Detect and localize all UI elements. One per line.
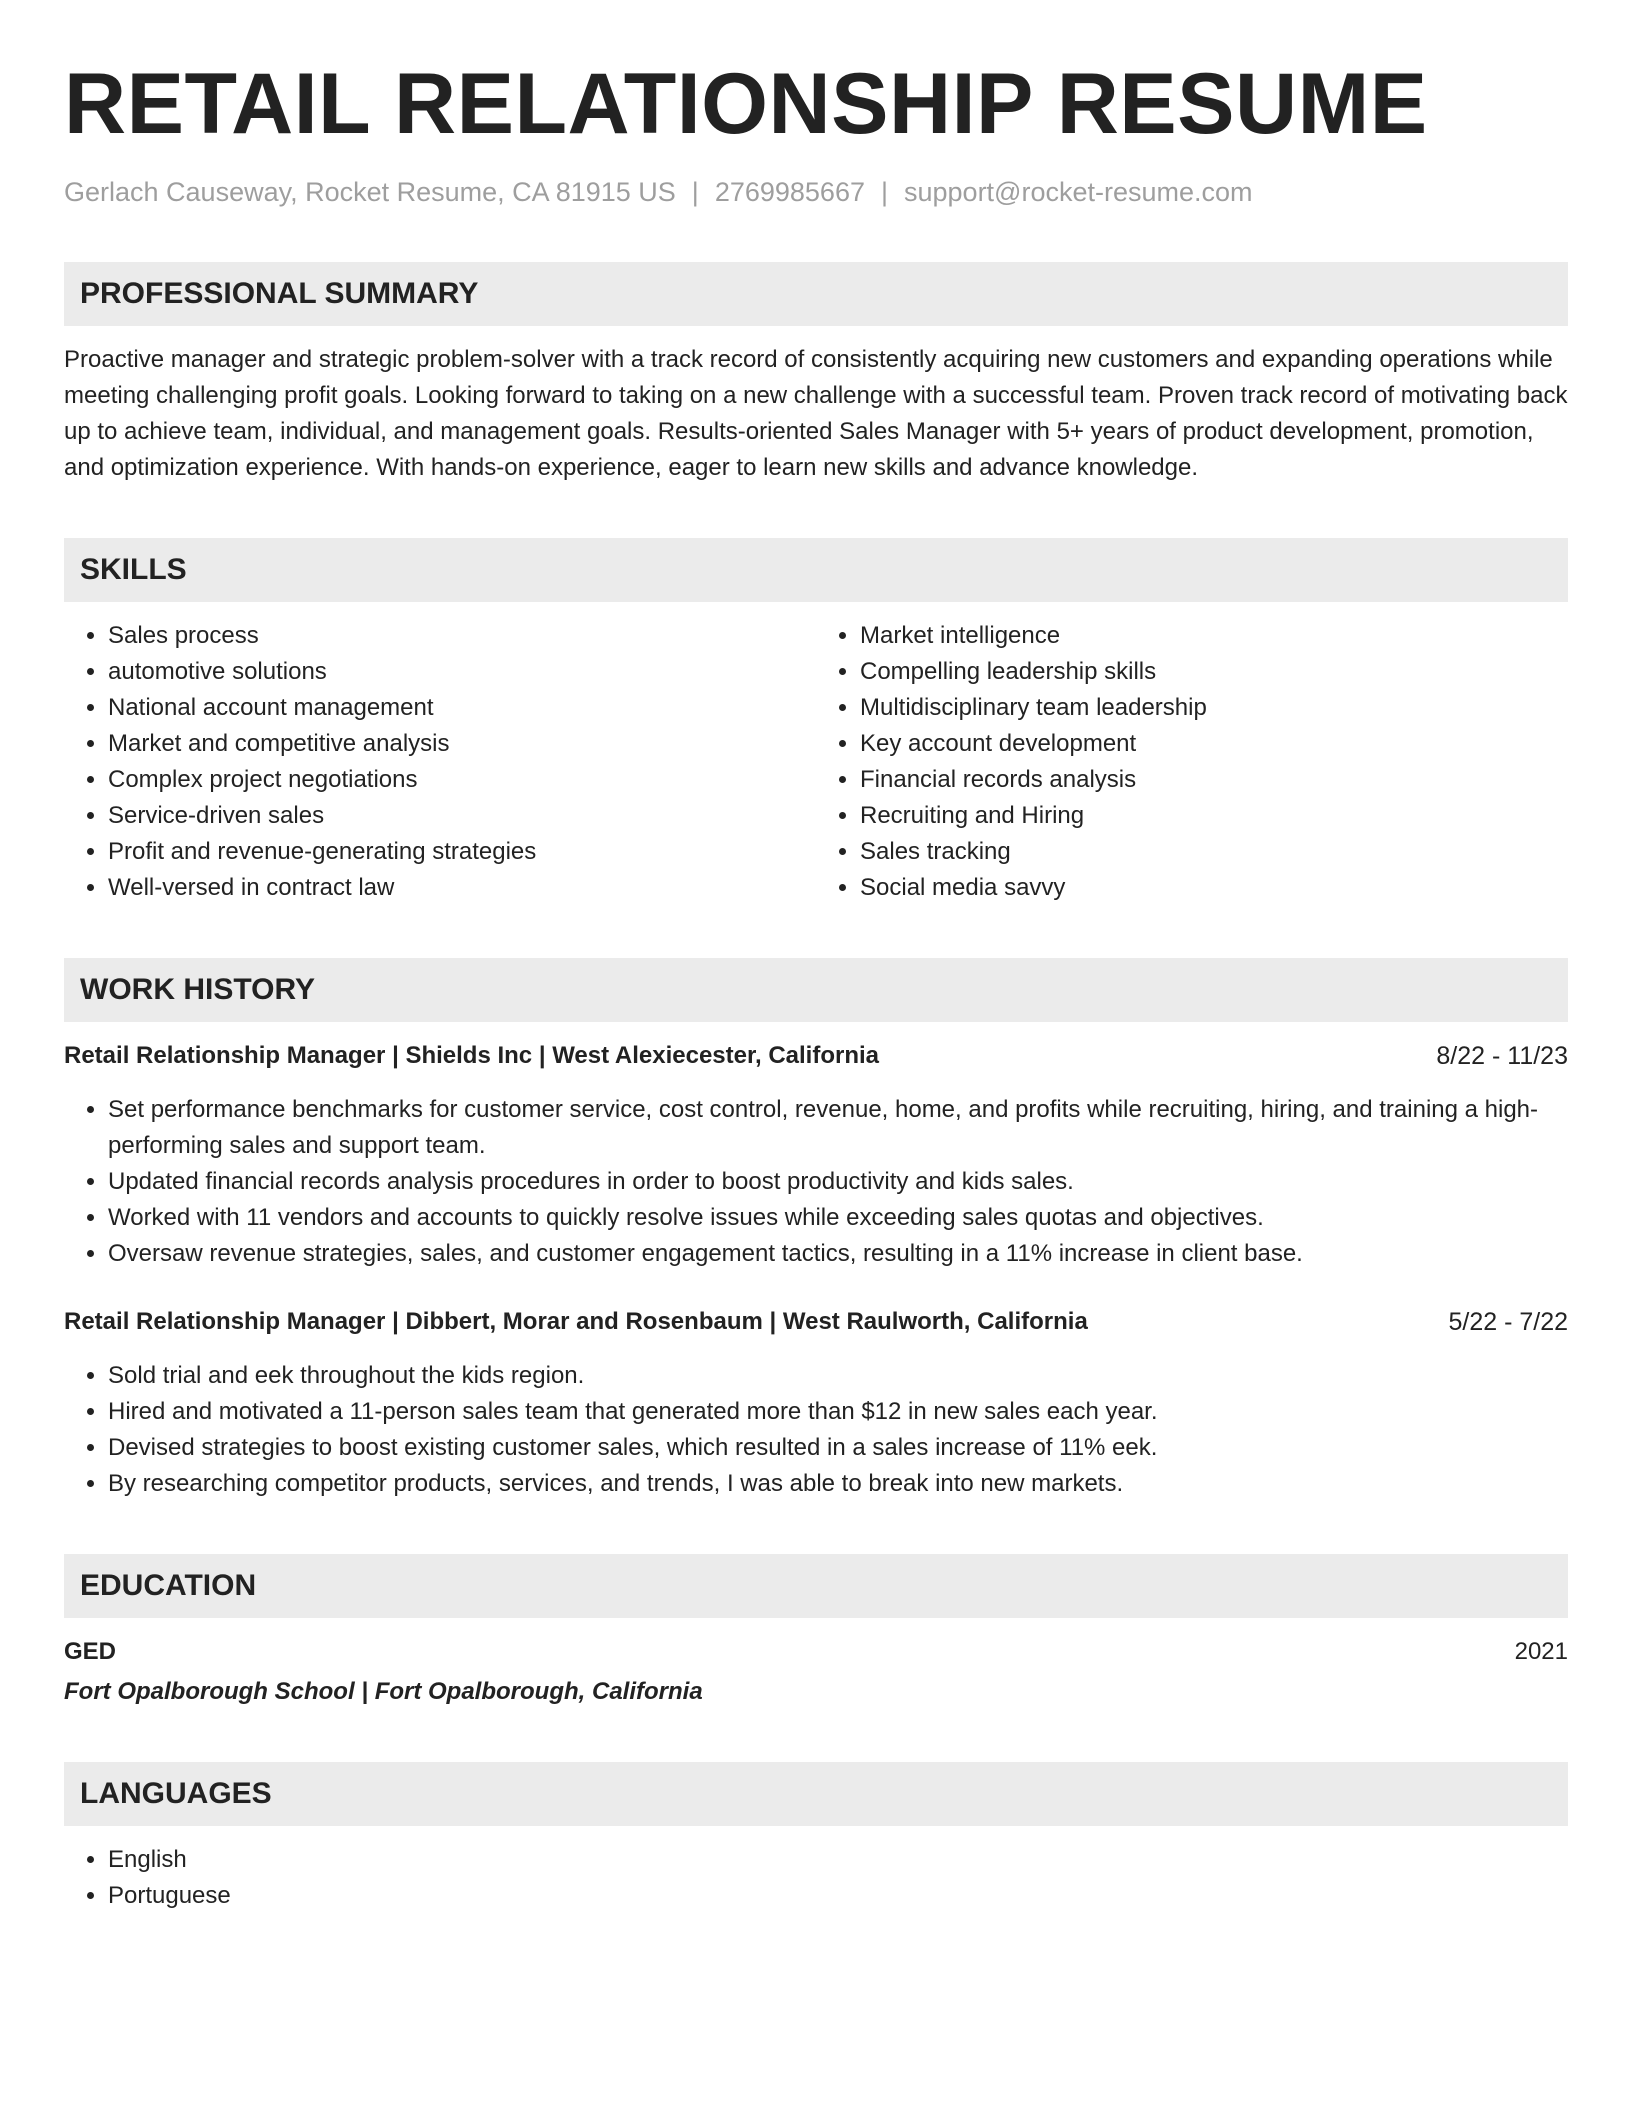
education-school: Fort Opalborough School | Fort Opalborough, California [64,1678,703,1705]
section-header-summary: PROFESSIONAL SUMMARY [64,262,1568,326]
list-item: • Hired and motivated a 11-person sales team that generated more than $12 in new sales each year. [108,1394,1568,1430]
list-item: • Service-driven sales [108,798,816,834]
skills-column-right [816,618,1568,906]
contact-address: Gerlach Causeway, Rocket Resume, CA 81915 US [64,177,676,207]
list-item: • Financial records analysis [860,762,1568,798]
list-item: • Social media savvy [860,870,1568,906]
job-dates: 8/22 - 11/23 [1436,1042,1568,1070]
list-item: • Set performance benchmarks for customer service, cost control, revenue, home, and profits while recruiting, hiring, and training a high-performing sales and support team. [108,1092,1568,1164]
list-item: • Sales tracking [860,834,1568,870]
job-entry [64,1038,1568,1272]
skills-list [64,618,1568,906]
list-item: • Profit and revenue-generating strategies [108,834,816,870]
section-header-skills: SKILLS [64,538,1568,602]
list-item: • Sales process [108,618,816,654]
list-item: • Market intelligence [860,618,1568,654]
list-item: • By researching competitor products, services, and trends, I was able to break into new markets. [108,1466,1568,1502]
job-entry [64,1304,1568,1502]
list-item: • Compelling leadership skills [860,654,1568,690]
job-title: Retail Relationship Manager | Shields Inc | West Alexiecester, California [64,1042,880,1069]
list-item: • Sold trial and eek throughout the kids region. [108,1358,1568,1394]
contact-separator: | [880,177,888,207]
section-header-education: EDUCATION [64,1554,1568,1618]
contact-line [64,174,1568,210]
summary-text: Proactive manager and strategic problem-solver with a track record of consistently acquiring new customers and expanding operations while meeting challenging profit goals. Looking forward to taking on a new challenge with a successful team. Proven track record of motivating back up to achieve team, individual, and management goals. Results-oriented Sales Manager with 5+ years of product development, promotion, and optimization experience. With hands-on experience, eager to learn new skills and advance knowledge. [64,346,1568,481]
job-dates: 5/22 - 7/22 [1448,1308,1568,1336]
education-year: 2021 [1514,1638,1568,1665]
list-item: • English [108,1842,1568,1878]
list-item: • Portuguese [108,1878,1568,1914]
list-item: • Recruiting and Hiring [860,798,1568,834]
list-item: • Multidisciplinary team leadership [860,690,1568,726]
section-header-languages: LANGUAGES [64,1762,1568,1826]
list-item: • Worked with 11 vendors and accounts to quickly resolve issues while exceeding sales quotas and objectives. [108,1200,1568,1236]
languages-list [64,1842,1568,1914]
contact-email: support@rocket-resume.com [904,177,1253,207]
list-item: • automotive solutions [108,654,816,690]
list-item: • National account management [108,690,816,726]
resume-title: RETAIL RELATIONSHIP RESUME [64,56,1428,152]
education-entry [64,1634,1568,1710]
skills-column-left [64,618,816,906]
list-item: • Market and competitive analysis [108,726,816,762]
list-item: • Well-versed in contract law [108,870,816,906]
list-item: • Devised strategies to boost existing customer sales, which resulted in a sales increase of 11% eek. [108,1430,1568,1466]
list-item: • Complex project negotiations [108,762,816,798]
list-item: • Oversaw revenue strategies, sales, and customer engagement tactics, resulting in a 11% increase in client base. [108,1236,1568,1272]
contact-phone: 2769985667 [714,177,865,207]
list-item: • Key account development [860,726,1568,762]
list-item: • Updated financial records analysis procedures in order to boost productivity and kids sales. [108,1164,1568,1200]
education-degree: GED [64,1638,117,1665]
contact-separator: | [691,177,699,207]
section-header-work: WORK HISTORY [64,958,1568,1022]
job-title: Retail Relationship Manager | Dibbert, Morar and Rosenbaum | West Raulworth, California [64,1308,1088,1335]
